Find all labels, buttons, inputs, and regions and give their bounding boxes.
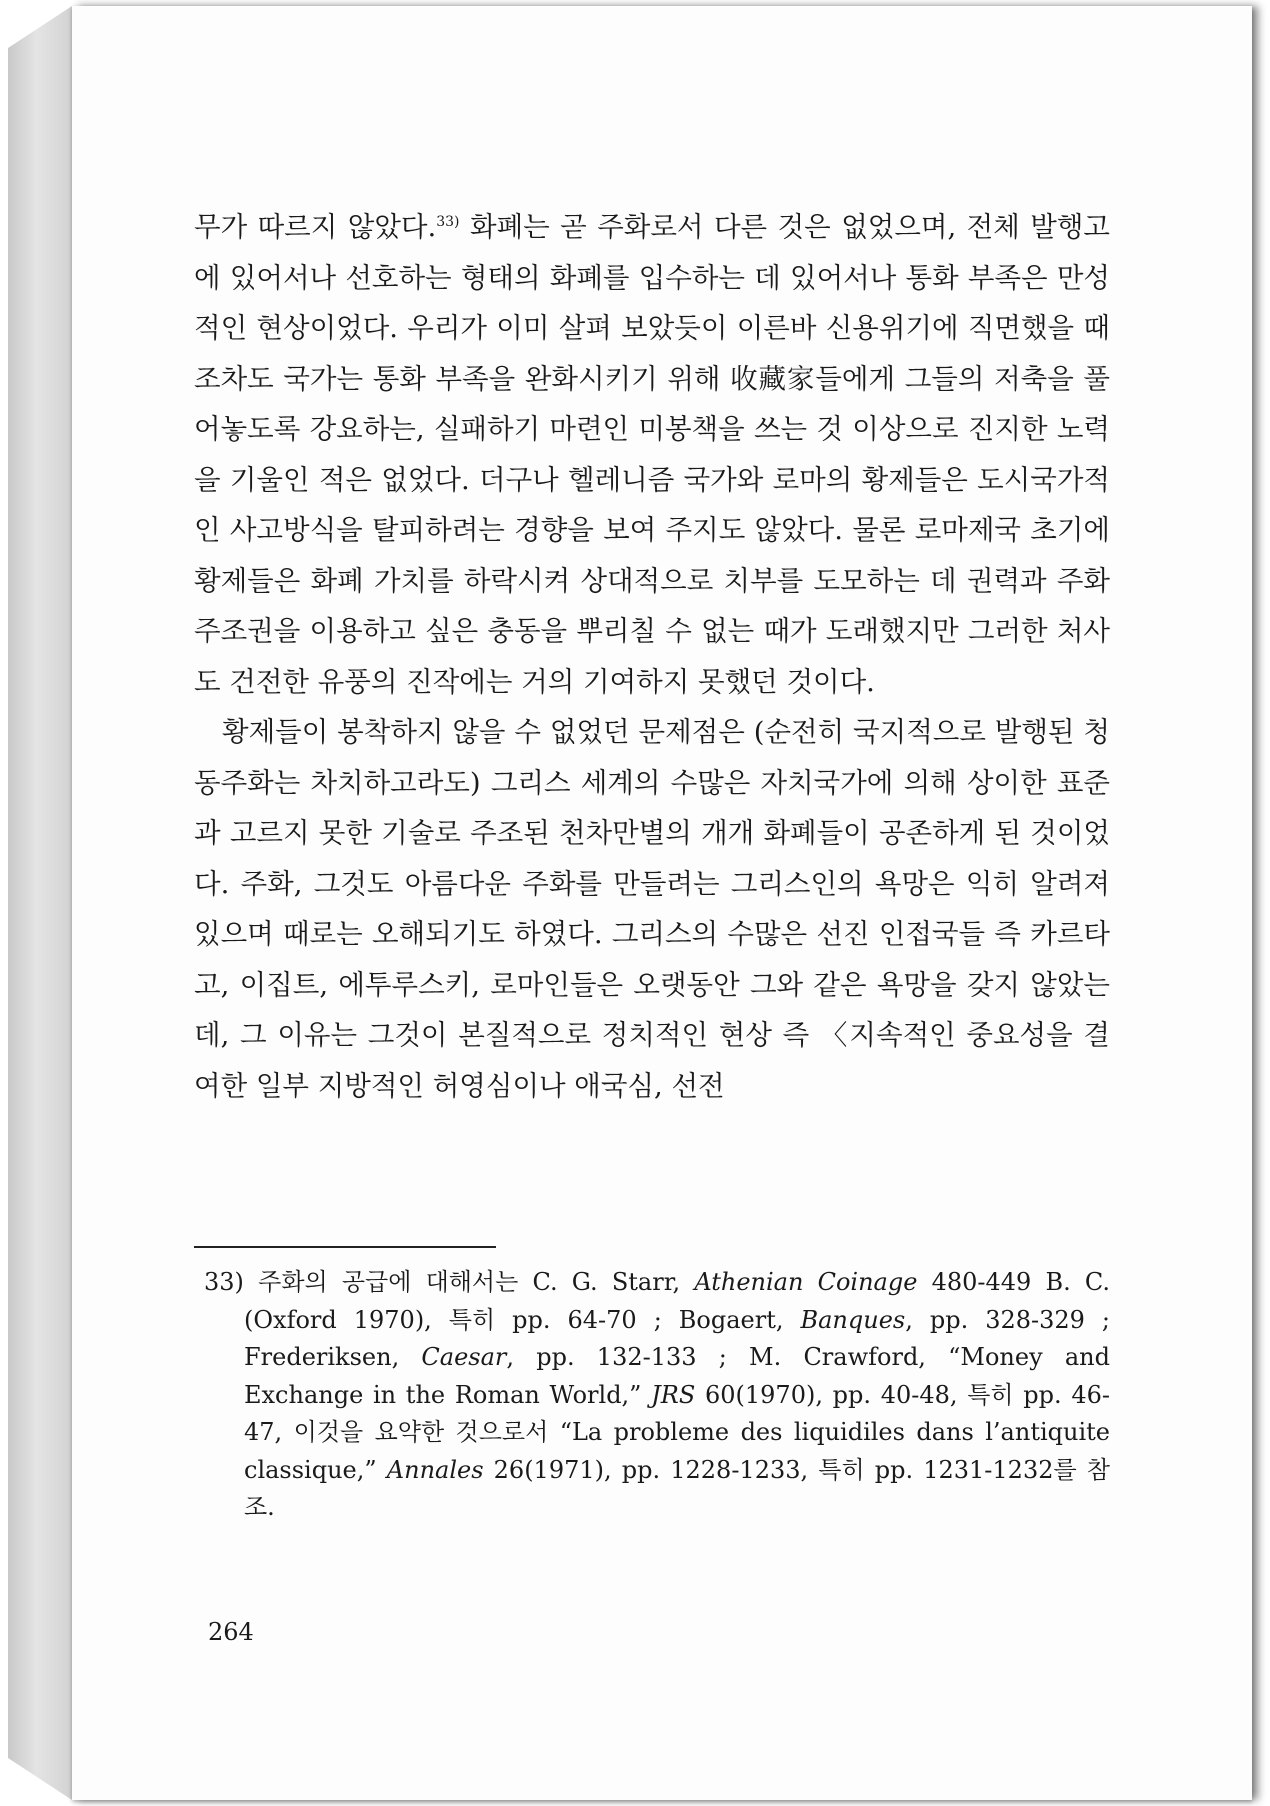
body-text-run: 화폐는 곧 주화로서 다른 것은 없었으며, 전체 발행고에 있어서나 선호하는 형태의 화폐를 입수하는 데 있어서나 통화 부족은 만성적인 현상이었다. 우리가 이미 살펴 보았듯이 이른바 신용위기에 직면했을 때조차도 국가는 통화 부족을 완화시키기 위해 收藏家들에게 그들의 저축을 풀어놓도록 강요하는, 실패하기 마련인 미봉책을 쓰는 것 이상으로 진지한 노력을 기울인 적은 없었다. 더구나 헬레니즘 국가와 로마의 황제들은 도시국가적인 사고방식을 탈피하려는 경향을 보여 주지도 않았다. 물론 로마제국 초기에 황제들은 화폐 가치를 하락시켜 상대적으로 치부를 도모하는 데 권력과 주화 주조권을 이용하고 싶은 충동을 뿌리칠 수 없는 때가 도래했지만 그러한 처사도 건전한 유풍의 진작에는 거의 기여하지 못했던 것이다. xyxy=(194,211,1110,698)
footnote-text-run: , pp. 132-133 ; M. Crawford, “Money and Exchange in the Roman World,” xyxy=(244,1343,1110,1409)
footnote xyxy=(204,1264,1110,1527)
footnote-text-run: , pp. 328-329 ; Frederiksen, xyxy=(244,1305,1110,1371)
page-number: 264 xyxy=(208,1618,254,1646)
footnote-italic-title: Caesar xyxy=(421,1343,507,1371)
body-paragraph xyxy=(194,202,1110,707)
footnote-reference: 33) xyxy=(436,213,460,230)
footnote-body xyxy=(204,1264,1110,1527)
footnote-italic-title: Annales xyxy=(386,1455,484,1484)
footnote-separator xyxy=(194,1246,496,1248)
footnote-text-run: 60(1970), pp. 40-48, 특히 pp. 46-47, 이것을 요약한 것으로서 “La probleme des liquidiles dans l’antiquite classique,” xyxy=(244,1380,1110,1484)
body-paragraph xyxy=(194,707,1110,1111)
footnote-text-run: 주화의 공급에 대해서는 C. G. Starr, xyxy=(258,1268,695,1296)
footnote-italic-title: JRS xyxy=(651,1380,696,1409)
body-text-run: 황제들이 봉착하지 않을 수 없었던 문제점은 (순전히 국지적으로 발행된 청동주화는 차치하고라도) 그리스 세계의 수많은 자치국가에 의해 상이한 표준과 고르지 못한 기술로 주조된 천차만별의 개개 화폐들이 공존하게 된 것이었다. 주화, 그것도 아름다운 주화를 만들려는 그리스인의 욕망은 익히 알려져 있으며 때로는 오해되기도 하였다. 그리스의 수많은 선진 인접국들 즉 카르타고, 이집트, 에투루스키, 로마인들은 오랫동안 그와 같은 욕망을 갖지 않았는데, 그 이유는 그것이 본질적으로 정치적인 현상 즉 〈지속적인 중요성을 결여한 일부 지방적인 허영심이나 애국심, 선전 xyxy=(194,716,1110,1102)
body-text-run: 무가 따르지 않았다. xyxy=(194,211,437,243)
footnote-text-run: 26(1971), pp. 1228-1233, 특히 pp. 1231-1232를 참조. xyxy=(244,1455,1110,1521)
footnote-italic-title: Athenian Coinage xyxy=(694,1268,918,1296)
body-text xyxy=(194,202,1110,1111)
footnote-number: 33) xyxy=(204,1268,244,1296)
footnote-italic-title: Banques xyxy=(800,1305,906,1334)
book-spine xyxy=(8,6,72,1800)
footnote-text-run: 480-449 B. C. (Oxford 1970), 특히 pp. 64-70 ; Bogaert, xyxy=(244,1268,1111,1334)
